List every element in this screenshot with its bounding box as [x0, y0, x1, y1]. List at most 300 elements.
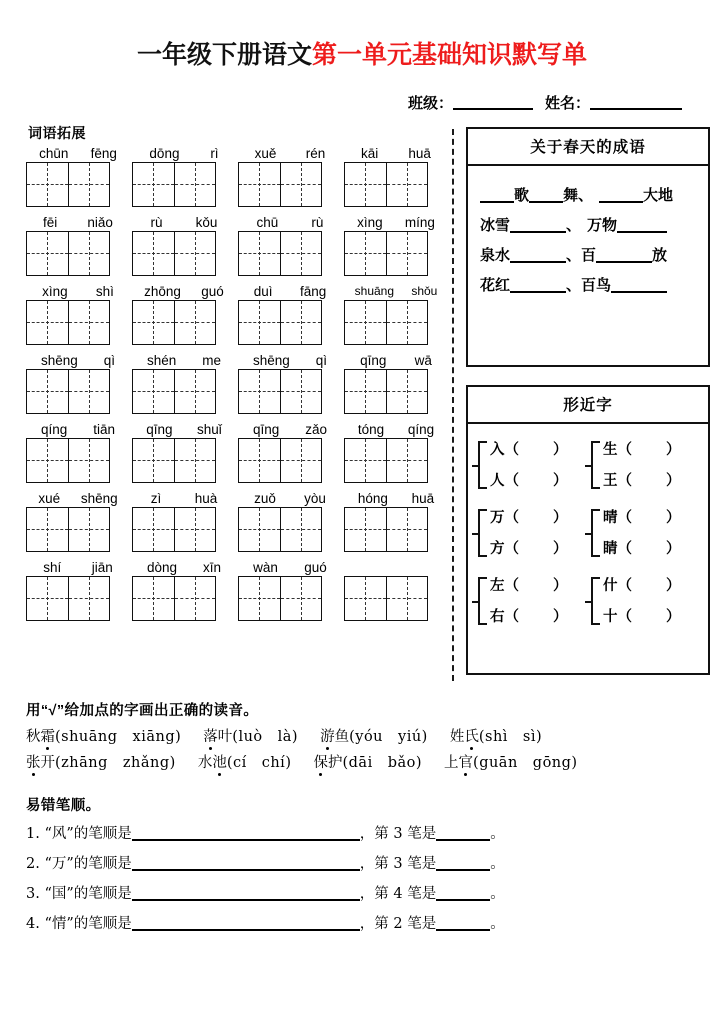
idiom-blank[interactable] — [596, 261, 652, 263]
student-info-row — [0, 92, 724, 113]
item-number: 1. — [26, 825, 40, 842]
similar-char-line — [603, 502, 702, 533]
pinyin-options[interactable]: (cí chí) — [226, 754, 292, 771]
tianzige-cell[interactable] — [69, 370, 110, 413]
pinyin-label — [238, 145, 344, 162]
stroke-prompt: 的笔顺是 — [73, 885, 132, 902]
stroke-char: 情 — [51, 915, 67, 932]
paren-open: （ — [504, 508, 519, 526]
tianzige-box[interactable] — [238, 507, 322, 552]
dotted-char: 霜 — [41, 724, 56, 750]
tianzige-box[interactable] — [344, 507, 428, 552]
tianzige-box[interactable] — [132, 576, 216, 621]
stroke-prompt: 的笔顺是 — [73, 825, 132, 842]
similar-char-line — [490, 502, 589, 533]
tianzige-cell[interactable] — [133, 301, 175, 344]
name-blank[interactable] — [590, 108, 682, 110]
similar-char: 晴 — [603, 508, 618, 526]
tianzige-cell[interactable] — [281, 232, 322, 275]
pronunciation-item[interactable] — [313, 750, 422, 776]
tianzige-cell[interactable] — [27, 163, 69, 206]
pinyin-syllable: shén — [146, 352, 177, 368]
idiom-text: 歌 — [514, 185, 530, 204]
pinyin-syllable: wā — [414, 352, 432, 368]
pinyin-options[interactable]: (dāi bǎo) — [342, 754, 423, 771]
pinyin-syllable: shuāng — [354, 283, 395, 298]
similar-char: 睛 — [603, 539, 618, 557]
pinyin-options[interactable]: (luò là) — [232, 728, 299, 745]
pinyin-syllable: jiān — [91, 559, 113, 575]
pinyin-syllable: fēi — [43, 214, 58, 230]
stroke-order-item — [26, 879, 706, 909]
pinyin-label — [26, 421, 132, 438]
pinyin-syllable: shēng — [40, 352, 78, 368]
idiom-blank[interactable] — [617, 231, 667, 233]
tianzige-box[interactable] — [26, 438, 110, 483]
period: 。 — [490, 885, 505, 902]
paren-open: （ — [504, 471, 519, 489]
word-char: 姓 — [449, 728, 465, 745]
pinyin-syllable: xìng — [357, 214, 383, 230]
pinyin-label — [26, 214, 132, 231]
word-cell-group — [344, 421, 450, 483]
tianzige-cell[interactable] — [133, 508, 175, 551]
tianzige-cell[interactable] — [133, 439, 175, 482]
quote-open: “ — [44, 855, 52, 872]
pinyin-syllable: shuǐ — [196, 421, 222, 437]
pinyin-options[interactable]: (yóu yiú) — [349, 728, 428, 745]
tianzige-box[interactable] — [344, 438, 428, 483]
pinyin-syllable: shēng — [252, 352, 290, 368]
tianzige-cell[interactable] — [281, 163, 322, 206]
nth-stroke-blank[interactable] — [436, 869, 490, 871]
idiom-line — [480, 240, 696, 270]
pinyin-syllable: míng — [404, 214, 435, 230]
tianzige-cell[interactable] — [27, 577, 69, 620]
nth-stroke-blank[interactable] — [436, 899, 490, 901]
tianzige-cell[interactable] — [27, 439, 69, 482]
word-cell-group — [344, 145, 450, 207]
word-cell-group — [132, 421, 238, 483]
name-label: 姓名： — [544, 94, 590, 112]
tianzige-box[interactable] — [238, 162, 322, 207]
pinyin-syllable: tóng — [357, 421, 385, 437]
word-grid-row — [0, 421, 450, 483]
paren-close: ） — [666, 607, 681, 625]
pinyin-label — [132, 421, 238, 438]
tianzige-cell[interactable] — [69, 577, 110, 620]
tianzige-cell[interactable] — [69, 439, 110, 482]
stroke-order-rows — [26, 819, 706, 939]
word-char: 水 — [197, 754, 213, 771]
similar-char-line — [490, 533, 589, 564]
tianzige-cell[interactable] — [281, 370, 322, 413]
tianzige-box[interactable] — [26, 231, 110, 276]
idiom-text: 冰雪 — [480, 215, 511, 234]
similar-char: 王 — [603, 471, 618, 489]
nth-stroke-blank[interactable] — [436, 839, 490, 841]
pinyin-label — [238, 214, 344, 231]
pinyin-syllable: rù — [311, 214, 324, 230]
tianzige-cell[interactable] — [345, 301, 387, 344]
idiom-text: 放 — [652, 245, 668, 264]
idiom-line — [480, 270, 696, 300]
pronunciation-row — [26, 724, 706, 750]
similar-char: 生 — [603, 440, 618, 458]
tianzige-box[interactable] — [26, 300, 110, 345]
paren-open: （ — [617, 539, 632, 557]
similar-char-line — [490, 465, 589, 496]
pronunciation-word — [26, 755, 55, 771]
similar-characters-body — [468, 424, 708, 646]
tianzige-box[interactable] — [238, 231, 322, 276]
pronunciation-item[interactable] — [26, 724, 181, 750]
nth-stroke-prompt: 第 3 笔是 — [374, 855, 437, 872]
quote-close: ” — [66, 855, 74, 872]
tianzige-cell[interactable] — [387, 508, 428, 551]
pinyin-options[interactable]: (guān gōng) — [473, 754, 578, 771]
tianzige-cell[interactable] — [69, 163, 110, 206]
word-grid-rows — [0, 145, 450, 621]
paren-open: （ — [617, 440, 632, 458]
pinyin-syllable: xué — [38, 490, 61, 506]
word-cell-group — [344, 490, 450, 552]
idiom-text: 、百鸟 — [566, 275, 612, 294]
word-cell-group — [26, 421, 132, 483]
tianzige-box[interactable] — [344, 231, 428, 276]
pinyin-syllable: rì — [210, 145, 219, 161]
tianzige-cell[interactable] — [387, 370, 428, 413]
stroke-order-blank[interactable] — [132, 899, 360, 901]
idiom-text: 、百 — [566, 245, 597, 264]
tianzige-cell[interactable] — [345, 370, 387, 413]
pinyin-syllable: qíng — [40, 421, 68, 437]
pinyin-label — [344, 145, 450, 162]
brace-icon — [591, 577, 600, 625]
brace-icon — [478, 577, 487, 625]
class-label: 班级： — [407, 94, 453, 112]
comma: ， — [359, 855, 375, 872]
word-cell-group — [132, 283, 238, 345]
pronunciation-item[interactable] — [203, 724, 298, 750]
stroke-order-title: 易错笔顺。 — [26, 797, 101, 814]
pronunciation-item[interactable] — [198, 750, 292, 776]
pinyin-options[interactable]: (shuāng xiāng) — [55, 728, 182, 745]
pronunciation-word — [450, 729, 479, 745]
main-body — [0, 123, 724, 689]
pinyin-label — [344, 283, 450, 300]
stroke-order-blank[interactable] — [132, 869, 360, 871]
comma: ， — [359, 885, 375, 902]
idiom-text: 万物 — [587, 215, 618, 234]
pinyin-syllable: qì — [103, 352, 116, 368]
page-title — [0, 0, 724, 70]
paren-close: ） — [666, 440, 681, 458]
tianzige-cell[interactable] — [133, 232, 175, 275]
tianzige-box[interactable] — [238, 369, 322, 414]
period: 。 — [490, 855, 505, 872]
tianzige-box[interactable] — [132, 231, 216, 276]
tianzige-cell[interactable] — [239, 508, 281, 551]
word-cell-group — [238, 490, 344, 552]
pinyin-label — [238, 352, 344, 369]
tianzige-cell[interactable] — [133, 370, 175, 413]
idiom-blank[interactable] — [599, 201, 643, 203]
nth-stroke-blank[interactable] — [436, 929, 490, 931]
stroke-order-item — [26, 819, 706, 849]
pinyin-label — [238, 421, 344, 438]
quote-open: “ — [44, 915, 52, 932]
pinyin-syllable: guó — [304, 559, 327, 575]
tianzige-cell[interactable] — [387, 163, 428, 206]
tianzige-cell[interactable] — [133, 577, 175, 620]
word-cell-group — [132, 559, 238, 621]
tianzige-box[interactable] — [344, 576, 428, 621]
tianzige-cell[interactable] — [281, 577, 322, 620]
idiom-blank[interactable] — [529, 201, 563, 203]
tianzige-cell[interactable] — [239, 163, 281, 206]
pinyin-syllable: huā — [408, 145, 431, 161]
tianzige-box[interactable] — [344, 300, 428, 345]
pinyin-syllable: niǎo — [87, 214, 113, 230]
pinyin-syllable: dòng — [146, 559, 178, 575]
similar-char-group — [476, 570, 702, 632]
word-cell-group — [26, 145, 132, 207]
paren-close: ） — [666, 471, 681, 489]
period: 。 — [490, 825, 505, 842]
word-cell-group — [238, 352, 344, 414]
tianzige-box[interactable] — [238, 438, 322, 483]
pinyin-label — [238, 283, 344, 300]
idiom-blank[interactable] — [510, 231, 566, 233]
tianzige-cell[interactable] — [345, 439, 387, 482]
word-expansion-label: 词语拓展 — [28, 124, 86, 141]
pinyin-syllable: rù — [150, 214, 163, 230]
tianzige-box[interactable] — [132, 438, 216, 483]
tianzige-cell[interactable] — [345, 508, 387, 551]
similar-char-group — [476, 502, 702, 564]
word-cell-group — [344, 214, 450, 276]
tianzige-cell[interactable] — [345, 163, 387, 206]
tianzige-box[interactable] — [132, 300, 216, 345]
quote-open: “ — [44, 825, 52, 842]
comma: ， — [359, 825, 375, 842]
pinyin-syllable: xìng — [42, 283, 68, 299]
tianzige-cell[interactable] — [345, 577, 387, 620]
tianzige-cell[interactable] — [133, 163, 175, 206]
tianzige-cell[interactable] — [27, 232, 69, 275]
stroke-prompt: 的笔顺是 — [73, 915, 132, 932]
idiom-blank[interactable] — [611, 291, 667, 293]
word-grid-row — [0, 145, 450, 207]
pinyin-label — [132, 214, 238, 231]
word-char: 护 — [327, 754, 343, 771]
pinyin-syllable: shēng — [80, 490, 118, 506]
tianzige-box[interactable] — [26, 369, 110, 414]
pronunciation-word — [198, 755, 227, 771]
pinyin-syllable: chū — [256, 214, 279, 230]
pinyin-label — [132, 559, 238, 576]
brace-icon — [591, 441, 600, 489]
pinyin-syllable: kāi — [361, 145, 379, 161]
pinyin-label — [238, 490, 344, 507]
tianzige-cell[interactable] — [69, 508, 110, 551]
tianzige-cell[interactable] — [175, 163, 216, 206]
paren-close: ） — [666, 576, 681, 594]
dotted-char: 氏 — [464, 724, 479, 750]
tianzige-box[interactable] — [26, 576, 110, 621]
tianzige-box[interactable] — [344, 369, 428, 414]
paren-close: ） — [553, 440, 568, 458]
word-char: 上 — [444, 754, 459, 771]
tianzige-box[interactable] — [238, 576, 322, 621]
quote-open: “ — [44, 885, 52, 902]
pinyin-options[interactable]: (shì sì) — [478, 728, 543, 745]
pinyin-label — [344, 490, 450, 507]
similar-char: 什 — [603, 576, 618, 594]
paren-close: ） — [553, 607, 568, 625]
word-char: 开 — [40, 754, 55, 771]
similar-char-line — [490, 570, 589, 601]
similar-char-pair — [476, 570, 589, 632]
pinyin-syllable: qīng — [360, 352, 387, 368]
idiom-blank[interactable] — [510, 291, 566, 293]
tianzige-cell[interactable] — [345, 232, 387, 275]
tianzige-box[interactable] — [26, 507, 110, 552]
similar-char-line — [603, 570, 702, 601]
pinyin-syllable: shí — [43, 559, 62, 575]
paren-open: （ — [617, 607, 632, 625]
similar-char-line — [490, 601, 589, 632]
word-cell-group — [132, 145, 238, 207]
tianzige-box[interactable] — [132, 507, 216, 552]
word-cell-group — [26, 559, 132, 621]
tianzige-cell[interactable] — [69, 232, 110, 275]
paren-open: （ — [617, 508, 632, 526]
similar-char-line — [603, 533, 702, 564]
dotted-char: 官 — [459, 750, 474, 776]
pinyin-syllable: huà — [194, 490, 218, 506]
pinyin-syllable: guó — [201, 283, 224, 299]
tianzige-cell[interactable] — [239, 232, 281, 275]
tianzige-cell[interactable] — [281, 301, 322, 344]
similar-char: 左 — [490, 576, 505, 594]
paren-close: ） — [666, 539, 681, 557]
paren-close: ） — [553, 471, 568, 489]
stroke-char: 国 — [51, 885, 67, 902]
tianzige-cell[interactable] — [387, 439, 428, 482]
tianzige-cell[interactable] — [387, 232, 428, 275]
word-cell-group — [132, 352, 238, 414]
pronunciation-item[interactable] — [444, 750, 578, 776]
paren-close: ） — [666, 508, 681, 526]
word-cell-group — [344, 559, 450, 621]
pronunciation-word — [26, 729, 55, 745]
tianzige-cell[interactable] — [387, 301, 428, 344]
similar-char-line — [603, 465, 702, 496]
word-cell-group — [26, 490, 132, 552]
class-blank[interactable] — [453, 108, 533, 110]
tianzige-cell[interactable] — [27, 508, 69, 551]
pinyin-syllable: qíng — [407, 421, 435, 437]
nth-stroke-prompt: 第 2 笔是 — [374, 915, 437, 932]
spring-idiom-body — [468, 166, 708, 316]
similar-char-line — [603, 434, 702, 465]
pinyin-syllable: zhōng — [144, 283, 181, 299]
tianzige-cell[interactable] — [175, 232, 216, 275]
paren-open: （ — [504, 576, 519, 594]
dotted-char: 落 — [203, 724, 218, 750]
pronunciation-item[interactable] — [26, 750, 176, 776]
stroke-order-blank[interactable] — [132, 929, 360, 931]
tianzige-cell[interactable] — [175, 439, 216, 482]
tianzige-cell[interactable] — [175, 301, 216, 344]
tianzige-cell[interactable] — [239, 370, 281, 413]
pinyin-label — [26, 352, 132, 369]
pinyin-syllable: qīng — [252, 421, 280, 437]
word-cell-group — [238, 283, 344, 345]
tianzige-box[interactable] — [238, 300, 322, 345]
word-grid-row — [0, 490, 450, 552]
stroke-prompt: 的笔顺是 — [73, 855, 132, 872]
pronunciation-row — [26, 750, 706, 776]
quote-close: ” — [66, 825, 74, 842]
pinyin-label — [26, 283, 132, 300]
pinyin-label — [344, 421, 450, 438]
item-number: 3. — [26, 885, 40, 902]
nth-stroke-prompt: 第 4 笔是 — [374, 885, 437, 902]
tianzige-cell[interactable] — [69, 301, 110, 344]
pinyin-syllable: wàn — [253, 559, 278, 575]
tianzige-cell[interactable] — [27, 301, 69, 344]
tianzige-box[interactable] — [26, 162, 110, 207]
pinyin-options[interactable]: (zhāng zhǎng) — [55, 754, 176, 771]
word-expansion-section — [0, 123, 450, 628]
tianzige-cell[interactable] — [27, 370, 69, 413]
tianzige-cell[interactable] — [239, 301, 281, 344]
word-cell-group — [26, 283, 132, 345]
tianzige-cell[interactable] — [239, 439, 281, 482]
idiom-line — [480, 180, 696, 210]
pinyin-syllable: dōng — [149, 145, 180, 161]
tianzige-box[interactable] — [132, 162, 216, 207]
pinyin-label — [26, 559, 132, 576]
title-red-part: 第一单元基础知识默写单 — [312, 41, 588, 69]
tianzige-box[interactable] — [344, 162, 428, 207]
tianzige-cell[interactable] — [281, 508, 322, 551]
tianzige-cell[interactable] — [175, 577, 216, 620]
pronunciation-item[interactable] — [320, 724, 428, 750]
tianzige-cell[interactable] — [387, 577, 428, 620]
word-char: 叶 — [217, 728, 233, 745]
tianzige-box[interactable] — [132, 369, 216, 414]
tianzige-cell[interactable] — [281, 439, 322, 482]
idiom-blank[interactable] — [510, 261, 566, 263]
pinyin-syllable: qì — [315, 352, 328, 368]
pinyin-syllable: fēng — [90, 145, 117, 161]
tianzige-cell[interactable] — [175, 508, 216, 551]
tianzige-cell[interactable] — [175, 370, 216, 413]
stroke-order-blank[interactable] — [132, 839, 360, 841]
tianzige-cell[interactable] — [239, 577, 281, 620]
period: 。 — [490, 915, 505, 932]
pinyin-syllable: hóng — [357, 490, 388, 506]
brace-icon — [591, 509, 600, 557]
similar-char: 右 — [490, 607, 505, 625]
idiom-blank[interactable] — [480, 201, 514, 203]
stroke-char: 万 — [51, 855, 67, 872]
pronunciation-item[interactable] — [450, 724, 542, 750]
